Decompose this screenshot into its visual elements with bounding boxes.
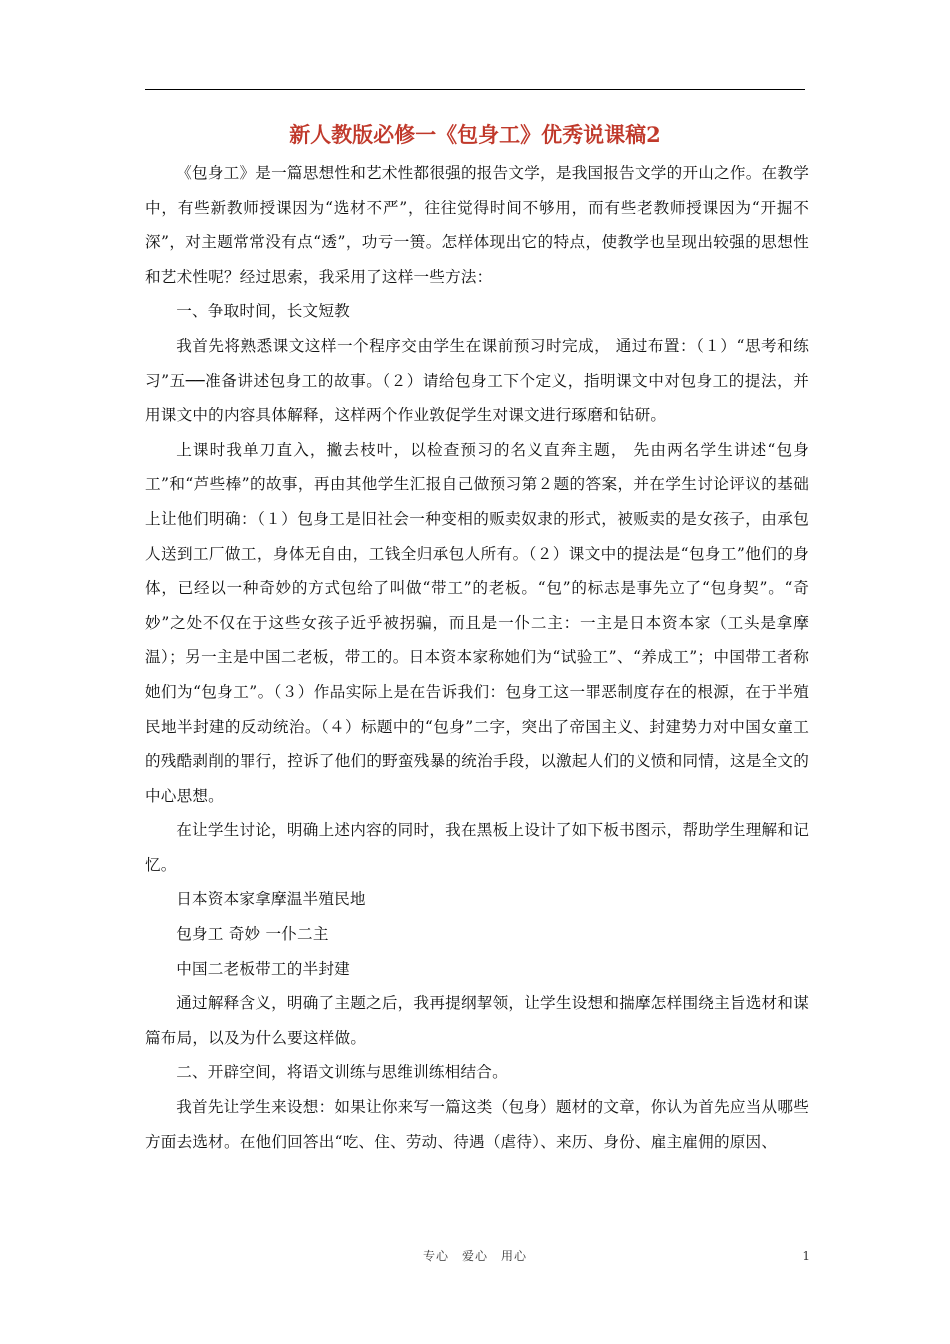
section-heading-2: 二、开辟空间，将语文训练与思维训练相结合。 xyxy=(176,1063,508,1082)
blackboard-line-3: 中国二老板带工的半封建 xyxy=(176,959,350,978)
document-body xyxy=(145,156,809,1159)
blackboard-line-2: 包身工 奇妙 一仆二主 xyxy=(176,925,329,944)
paragraph-blackboard: 在让学生讨论，明确上述内容的同时，我在黑板上设计了如下板书图示，帮助学生理解和记忆。 xyxy=(145,821,809,874)
blackboard-line-1: 日本资本家拿摩温半殖民地 xyxy=(176,890,366,909)
section-heading-1: 一、争取时间，长文短教 xyxy=(176,302,350,321)
paragraph-intro: 《包身工》是一篇思想性和艺术性都很强的报告文学，是我国报告文学的开山之作。在教学中，有些新教师授课因为“选材不严”，往往觉得时间不够用，而有些老教师授课因为“开掘不深”，对主题常常没有点“透”，功亏一篑。怎样体现出它的特点，使教学也呈现出较强的思想性和艺术性呢？经过思索，我采用了这样一些方法： xyxy=(145,164,809,286)
paragraph-preview: 我首先将熟悉课文这样一个程序交由学生在课前预习时完成， 通过布置：（１）“思考和练习”五──准备讲述包身工的故事。（２）请给包身工下个定义，指明课文中对包身工的提法，并用课文中的内容具体解释，这样两个作业敦促学生对课文进行琢磨和钻研。 xyxy=(145,336,809,425)
footer-motto: 专心 爱心 用心 xyxy=(422,1249,527,1263)
paragraph-structure: 通过解释含义，明确了主题之后，我再提纲挈领，让学生设想和揣摩怎样围绕主旨选材和谋篇布局，以及为什么要这样做。 xyxy=(145,994,809,1047)
paragraph-class-discussion: 上课时我单刀直入，撇去枝叶，以检查预习的名义直奔主题， 先由两名学生讲述“包身工”和“芦些棒”的故事，再由其他学生汇报自己做预习第２题的答案，并在学生讨论评议的基础上让他们明确：（１）包身工是旧社会一种变相的贩卖奴隶的形式，被贩卖的是女孩子，由承包人送到工厂做工，身体无自由，工钱全归承包人所有。（２）课文中的提法是“包身工”他们的身体，已经以一种奇妙的方式包给了叫做“带工”的老板。“包”的标志是事先立了“包身契”。“奇妙”之处不仅在于这些女孩子近乎被拐骗，而且是一仆二主：一主是日本资本家（工头是拿摩温）；另一主是中国二老板，带工的。日本资本家称她们为“试验工”、“养成工”；中国带工者称她们为“包身工”。（３）作品实际上是在告诉我们：包身工这一罪恶制度存在的根源，在于半殖民地半封建的反动统治。（４）标题中的“包身”二字，突出了帝国主义、封建势力对中国女童工的残酷剥削的罪行，控诉了他们的野蛮残暴的统治手段，以激起人们的义愤和同情，这是全文的中心思想。 xyxy=(145,440,809,805)
header-rule xyxy=(145,89,805,90)
paragraph-material: 我首先让学生来设想：如果让你来写一篇这类（包身）题材的文章，你认为首先应当从哪些方面去选材。在他们回答出“吃、住、劳动、待遇（虐待）、来历、身份、雇主雇佣的原因、 xyxy=(145,1098,809,1151)
document-title: 新人教版必修一《包身工》优秀说课稿2 xyxy=(289,122,661,147)
page-number: 1 xyxy=(802,1249,810,1263)
